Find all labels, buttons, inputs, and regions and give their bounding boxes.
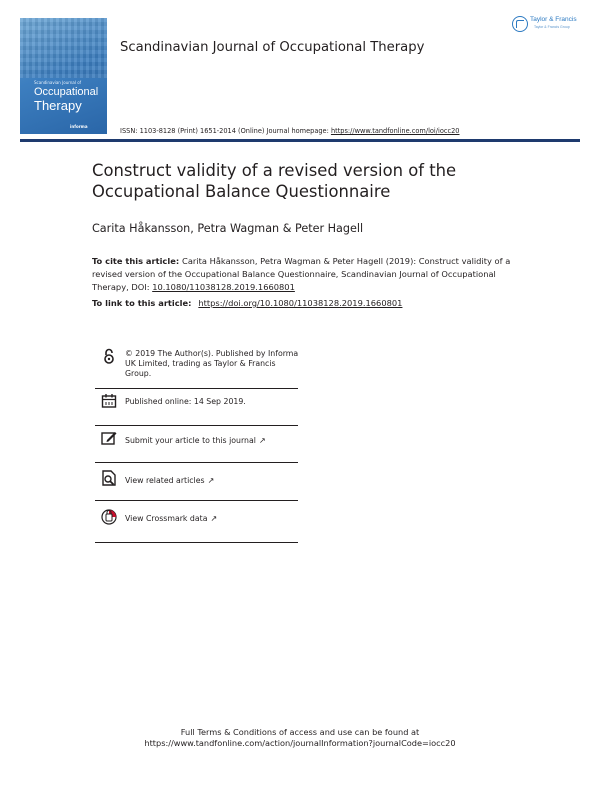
page-footer <box>0 727 600 749</box>
view-crossmark-link[interactable]: View Crossmark data <box>125 514 208 523</box>
external-link-icon: ↗ <box>210 514 218 523</box>
published-row <box>95 389 298 426</box>
article-link-label: To link to this article: <box>92 298 195 308</box>
citation-label: To cite this article: <box>92 256 183 266</box>
license-row <box>95 343 298 389</box>
open-access-icon <box>101 348 117 364</box>
related-articles-icon <box>101 470 117 486</box>
external-link-icon: ↗ <box>258 436 266 445</box>
article-title: Construct validity of a revised version of the Occupational Balance Questionnaire <box>92 161 457 201</box>
crossmark-row[interactable] <box>95 501 298 543</box>
taylor-francis-logo <box>512 16 584 34</box>
logo-tagline: Taylor & Francis Group <box>534 25 570 29</box>
header-divider <box>20 139 580 142</box>
submit-article-link[interactable]: Submit your article to this journal <box>125 436 256 445</box>
article-link-block <box>92 298 402 308</box>
calendar-icon <box>101 393 117 409</box>
cover-pattern <box>20 18 107 78</box>
external-link-icon: ↗ <box>207 476 215 485</box>
journal-homepage-link[interactable]: https://www.tandfonline.com/loi/iocc20 <box>330 127 460 135</box>
crossmark-link-container[interactable] <box>125 514 217 524</box>
crossmark-icon <box>101 509 117 525</box>
article-doi-url-link[interactable]: https://doi.org/10.1080/11038128.2019.1660801 <box>198 298 403 308</box>
cover-subtitle: Scandinavian Journal of <box>34 80 82 85</box>
cover-title-line2: Therapy <box>34 98 82 113</box>
published-text: Published online: 14 Sep 2019. <box>125 397 246 406</box>
doi-link[interactable]: 10.1080/11038128.2019.1660801 <box>152 282 295 292</box>
issn-text: ISSN: 1103-8128 (Print) 1651-2014 (Online) Journal homepage: <box>120 127 331 135</box>
license-text: © 2019 The Author(s). Published by Informa UK Limited, trading as Taylor & Francis Group. <box>125 349 299 378</box>
taylor-francis-logo-icon <box>512 16 528 32</box>
cover-title-line1: Occupational <box>34 86 99 98</box>
related-link-container[interactable] <box>125 476 214 486</box>
issn-line <box>120 127 460 135</box>
footer-terms-url[interactable]: https://www.tandfonline.com/action/journalInformation?journalCode=iocc20 <box>144 738 456 748</box>
footer-terms-text: Full Terms & Conditions of access and use can be found at <box>180 727 420 737</box>
related-row[interactable] <box>95 463 298 501</box>
article-authors: Carita Håkansson, Petra Wagman & Peter Hagell <box>92 222 364 235</box>
journal-name: Scandinavian Journal of Occupational Therapy <box>120 40 425 55</box>
submit-link-container[interactable] <box>125 436 266 446</box>
edit-icon <box>101 430 117 446</box>
cover-publisher-mark: informa <box>70 124 88 129</box>
view-related-articles-link[interactable]: View related articles <box>125 476 205 485</box>
logo-name: Taylor & Francis <box>530 16 577 23</box>
submit-row[interactable] <box>95 426 298 463</box>
citation-text: Carita Håkansson, Petra Wagman & Peter Hagell (2019): Construct validity of a revised version of the Occupational Balance Questionnaire, Scandinavian Journal of Occupational Therapy, DOI: <box>92 256 511 292</box>
citation-block <box>92 255 512 294</box>
journal-cover-image <box>20 18 107 134</box>
